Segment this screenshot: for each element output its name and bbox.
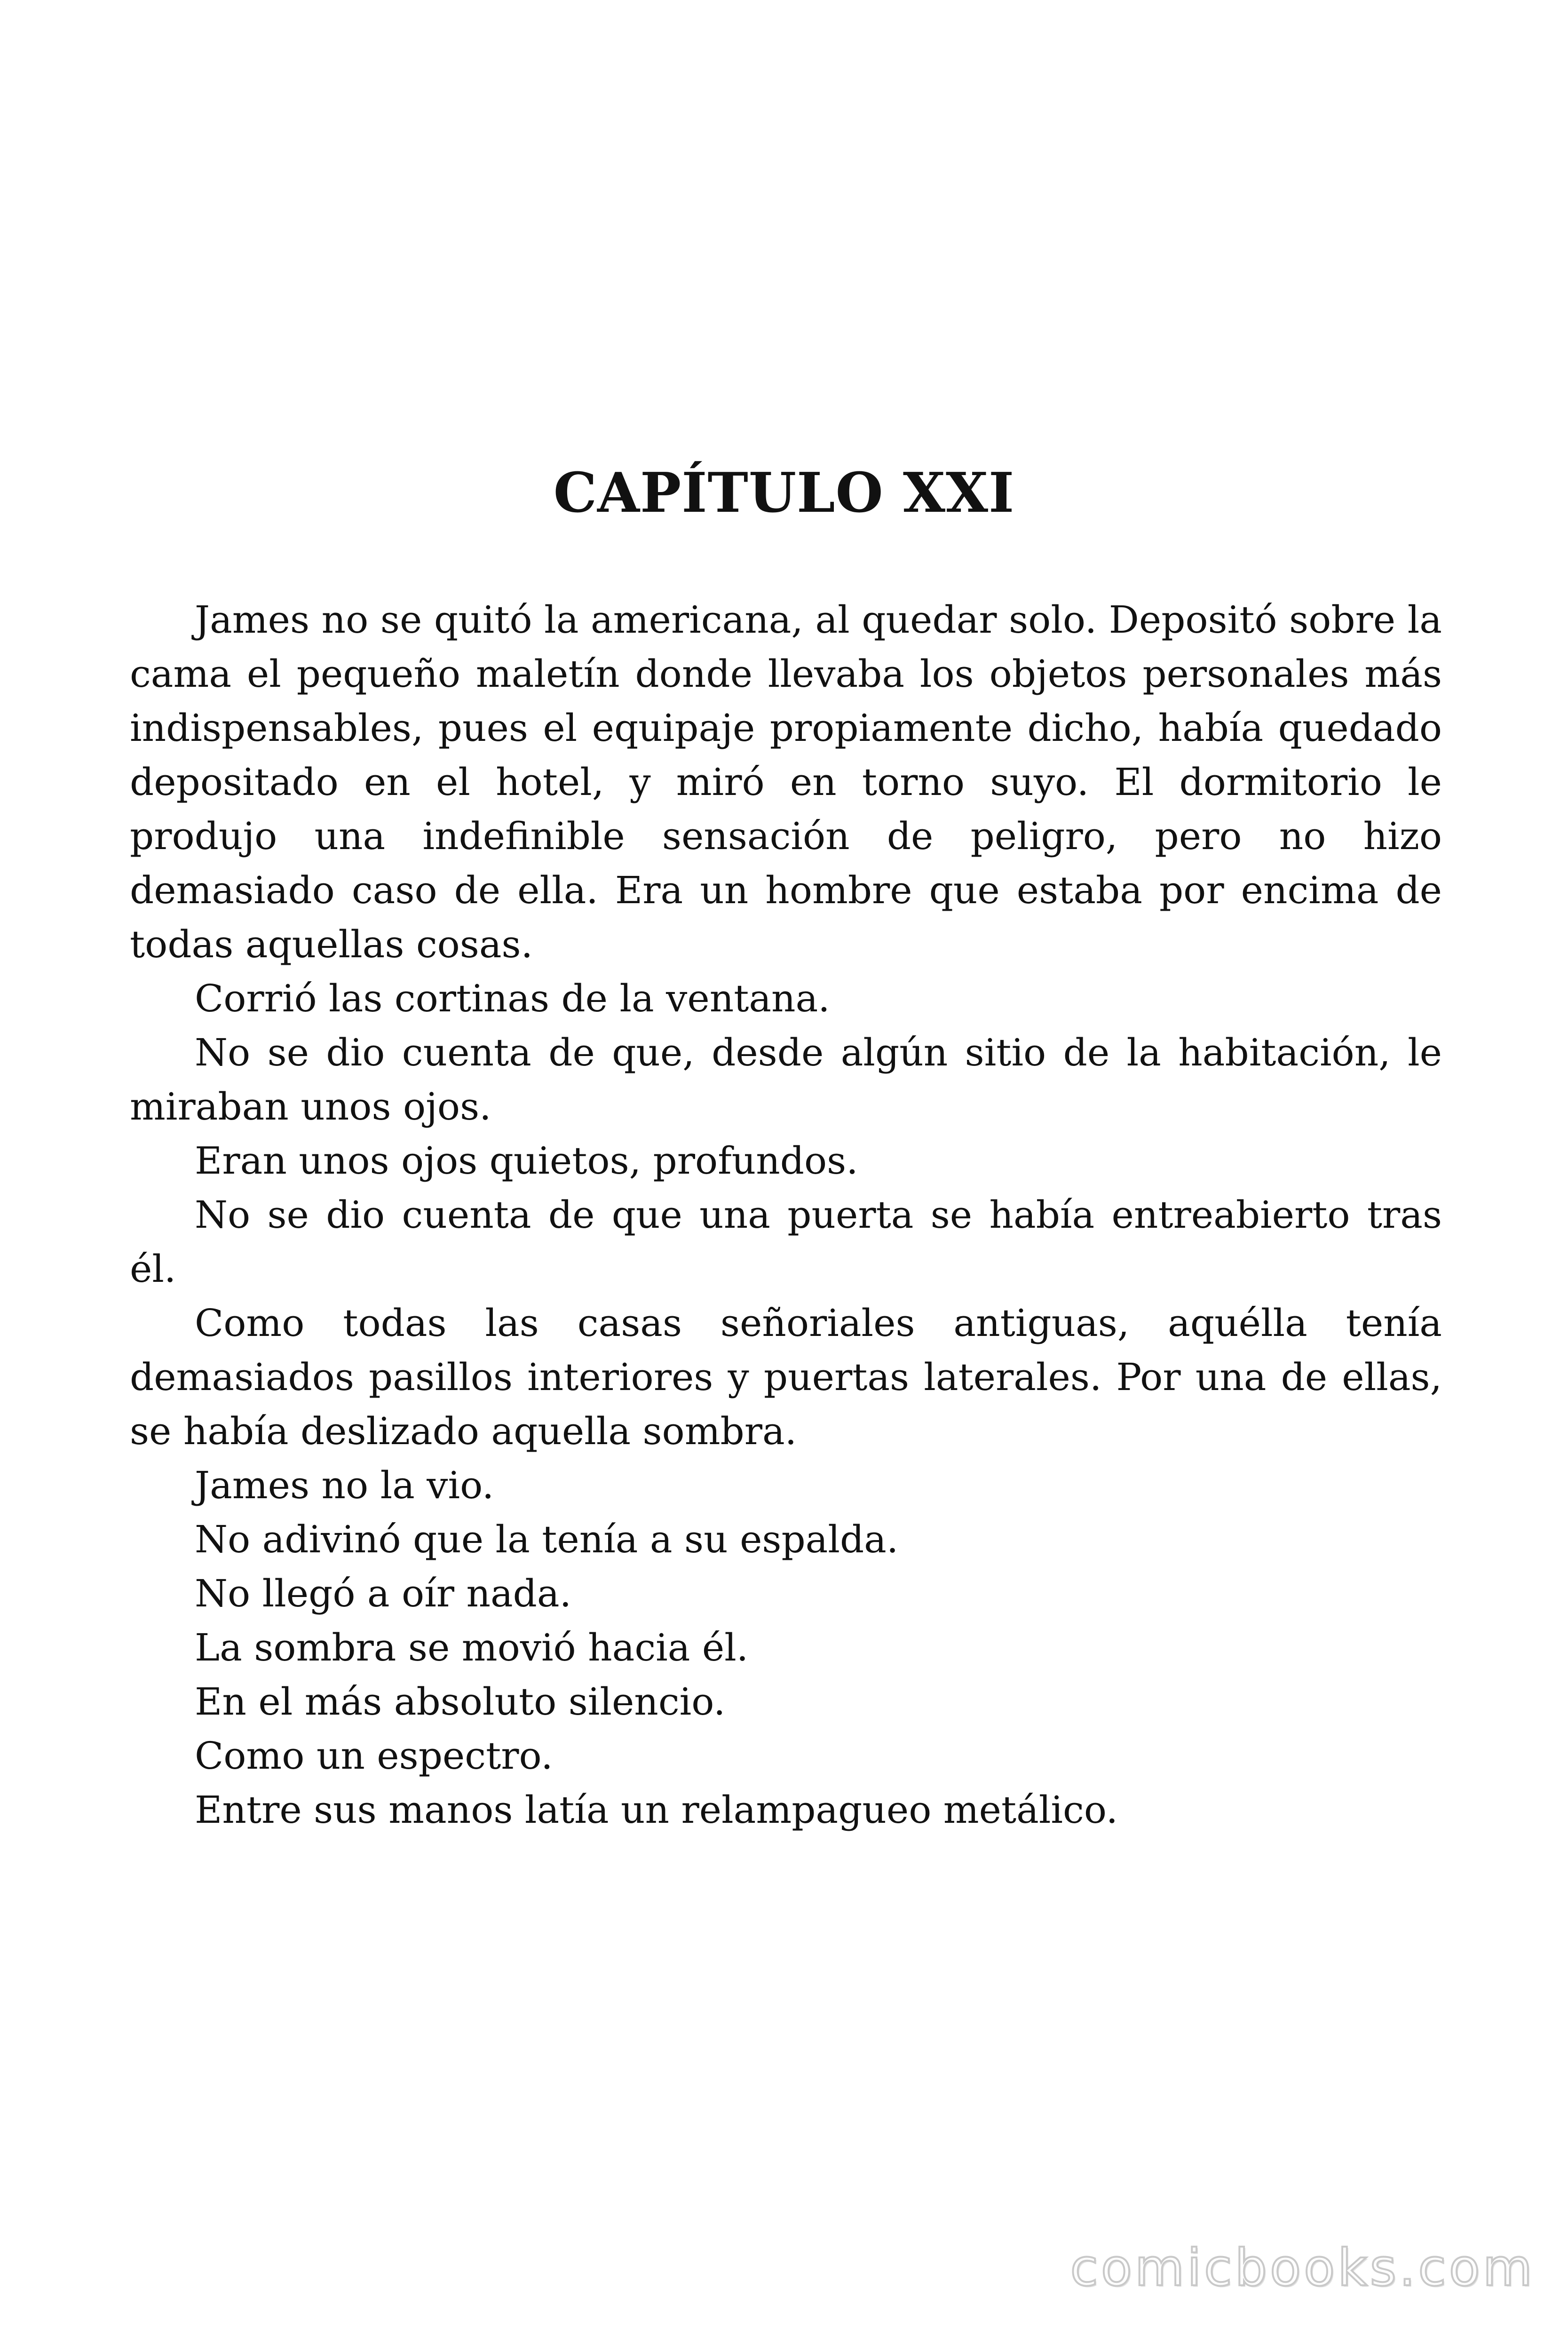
watermark-logo: comicbooks.com: [1070, 2239, 1535, 2297]
paragraph: No se dio cuenta de que, desde algún sitio de la habitación, le miraban unos ojos.: [130, 1031, 1442, 1128]
chapter-title: CAPÍTULO XXI: [553, 461, 1015, 525]
paragraph: James no se quitó la americana, al quedar solo. Depositó sobre la cama el pequeño maletín donde llevaba los objetos personales más indispensables, pues el equipaje propiamente dicho, había quedado depositado en el hotel, y miró en torno suyo. El dormitorio le produjo una indefinible sensación de peligro, pero no hizo demasiado caso de ella. Era un hombre que estaba por encima de todas aquellas cosas.: [130, 598, 1442, 966]
paragraph: No llegó a oír nada.: [195, 1572, 572, 1615]
paragraph: Eran unos ojos quietos, profundos.: [195, 1139, 858, 1183]
paragraph: No adivinó que la tenía a su espalda.: [195, 1518, 899, 1561]
paragraph: Como un espectro.: [195, 1734, 553, 1778]
paragraph: La sombra se movió hacia él.: [195, 1626, 749, 1669]
paragraph: Como todas las casas señoriales antiguas, aquélla tenía demasiados pasillos interiores y puertas laterales. Por una de ellas, se había deslizado aquella sombra.: [130, 1301, 1442, 1453]
paragraph: Entre sus manos latía un relampagueo metálico.: [195, 1788, 1118, 1832]
paragraph: En el más absoluto silencio.: [195, 1680, 726, 1724]
paragraph: Corrió las cortinas de la ventana.: [195, 977, 830, 1020]
paragraph: James no la vio.: [195, 1463, 494, 1507]
paragraph: No se dio cuenta de que una puerta se había entreabierto tras él.: [130, 1193, 1442, 1291]
chapter-body: [130, 593, 1442, 1837]
